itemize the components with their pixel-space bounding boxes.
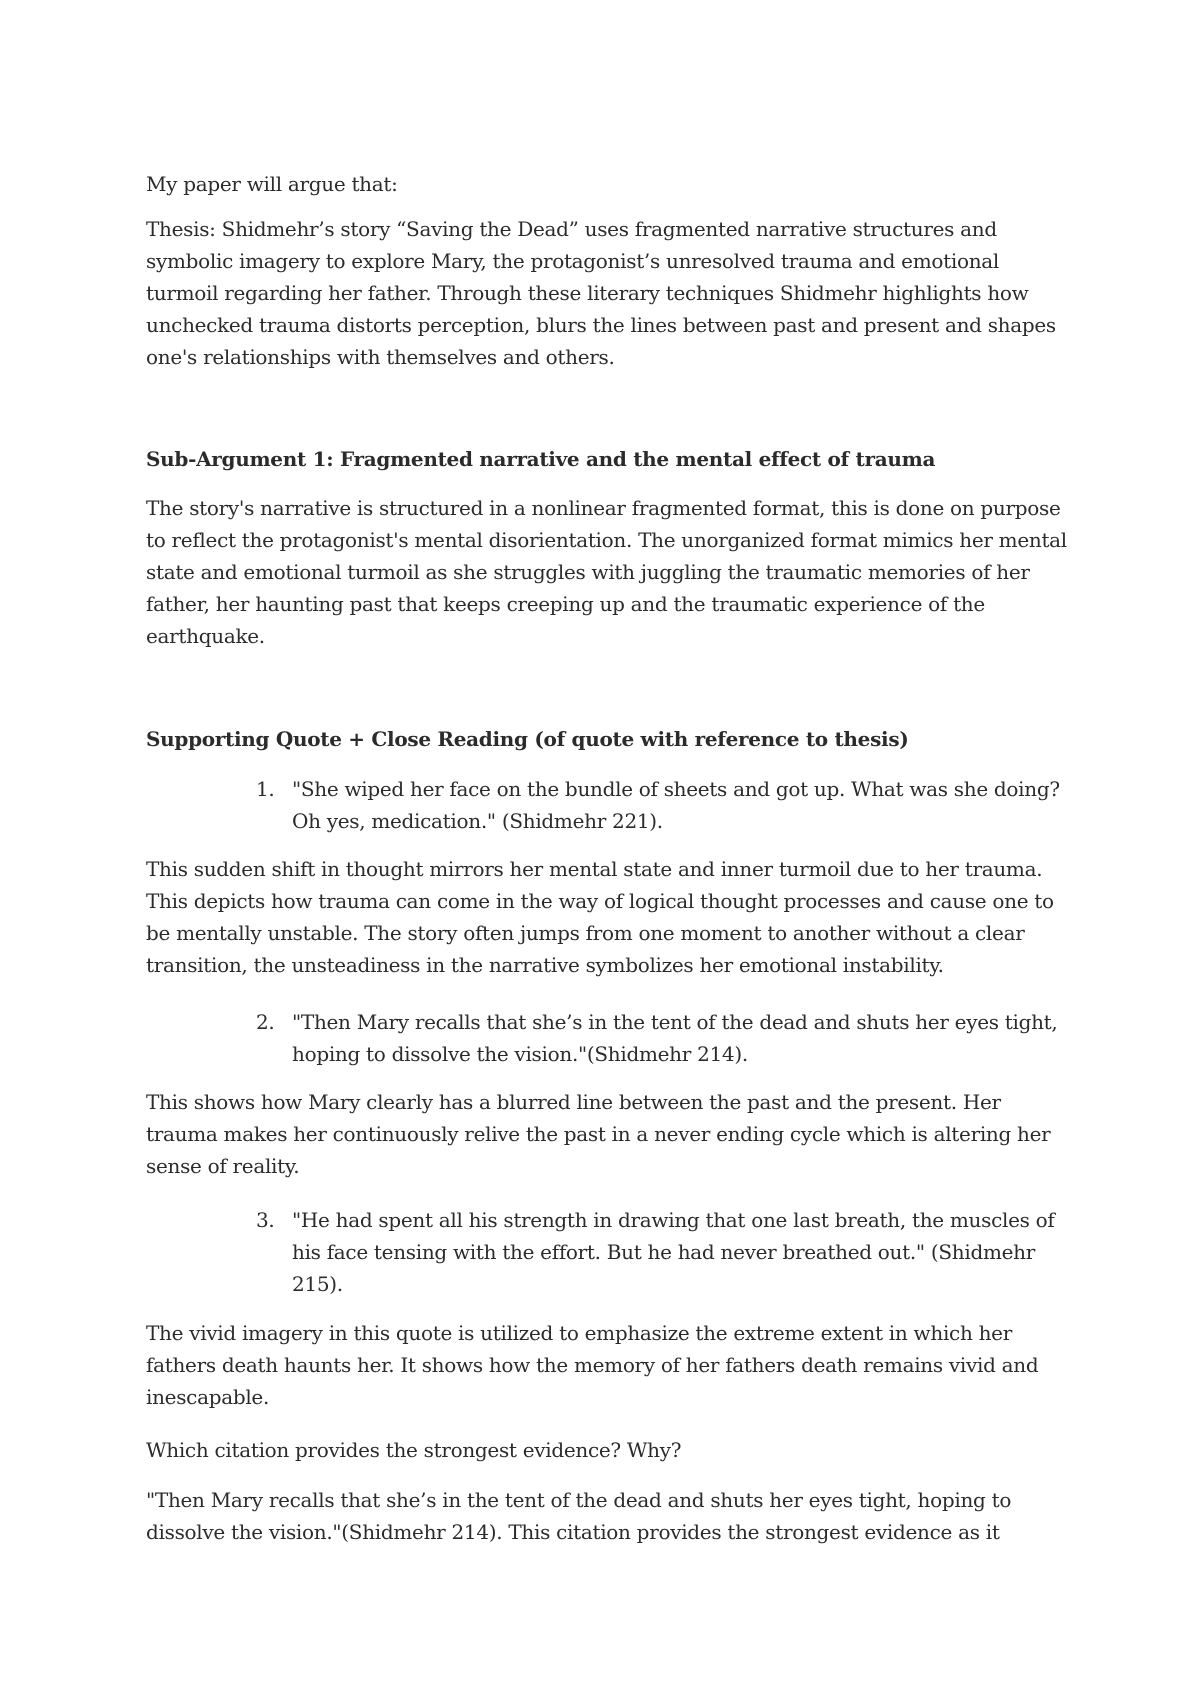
quote-analysis-3: The vivid imagery in this quote is utilized to emphasize the extreme extent in which her fathers death haunts her. It shows how the memory of her fathers death remains vivid and inescapable. xyxy=(146,1321,1039,1409)
question-line: Which citation provides the strongest evidence? Why? xyxy=(146,1438,682,1462)
quote-item-2 xyxy=(256,1006,1076,1070)
quote-number-3: 3. xyxy=(256,1208,275,1232)
quote-item-1 xyxy=(256,773,1076,837)
thesis-paragraph: Thesis: Shidmehr’s story “Saving the Dead” uses fragmented narrative structures and symbolic imagery to explore Mary, the protagonist’s unresolved trauma and emotional turmoil regarding her father. Through these literary techniques Shidmehr highlights how unchecked trauma distorts perception, blurs the lines between past and present and shapes one's relationships with themselves and others. xyxy=(146,217,1056,369)
quote-number-1: 1. xyxy=(256,777,275,801)
quote-analysis-2: This shows how Mary clearly has a blurred line between the past and the present. Her trauma makes her continuously relive the past in a never ending cycle which is altering her sense of reality. xyxy=(146,1090,1051,1178)
quote-text-3: "He had spent all his strength in drawing that one last breath, the muscles of his face tensing with the effort. But he had never breathed out." (Shidmehr 215). xyxy=(292,1208,1055,1296)
answer-paragraph: "Then Mary recalls that she’s in the tent of the dead and shuts her eyes tight, hoping to dissolve the vision."(Shidmehr 214). This citation provides the strongest evidence as it xyxy=(146,1488,1012,1544)
sub-argument-heading: Sub-Argument 1: Fragmented narrative and the mental effect of trauma xyxy=(146,447,936,471)
quote-text-2: "Then Mary recalls that she’s in the tent of the dead and shuts her eyes tight, hoping to dissolve the vision."(Shidmehr 214). xyxy=(292,1010,1058,1066)
quote-item-3 xyxy=(256,1204,1076,1300)
sub-argument-paragraph: The story's narrative is structured in a nonlinear fragmented format, this is done on purpose to reflect the protagonist's mental disorientation. The unorganized format mimics her mental state and emotional turmoil as she struggles with juggling the traumatic memories of her father, her haunting past that keeps creeping up and the traumatic experience of the earthquake. xyxy=(146,496,1067,648)
supporting-heading: Supporting Quote + Close Reading (of quote with reference to thesis) xyxy=(146,727,909,751)
quote-number-2: 2. xyxy=(256,1010,275,1034)
quote-analysis-1: This sudden shift in thought mirrors her mental state and inner turmoil due to her trauma. This depicts how trauma can come in the way of logical thought processes and cause one to be mentally unstable. The story often jumps from one moment to another without a clear transition, the unsteadiness in the narrative symbolizes her emotional instability. xyxy=(146,857,1054,977)
intro-line: My paper will argue that: xyxy=(146,172,398,196)
quote-text-1: "She wiped her face on the bundle of sheets and got up. What was she doing? Oh yes, medication." (Shidmehr 221). xyxy=(292,777,1060,833)
